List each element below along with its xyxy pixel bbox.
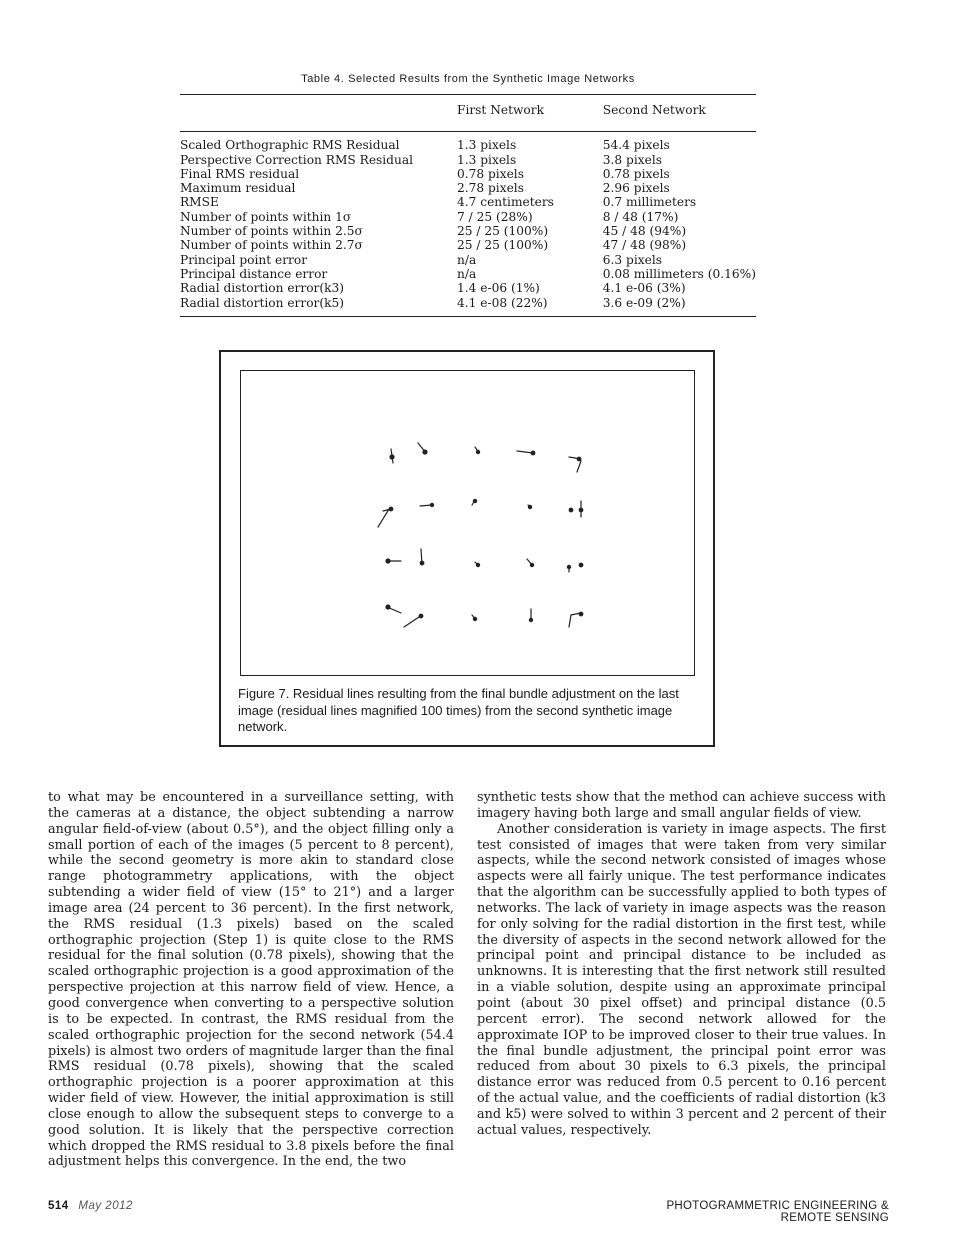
table-cell: 0.78 pixels (602, 166, 670, 181)
table-cell: Scaled Orthographic RMS Residual (180, 138, 400, 153)
table-row (180, 296, 756, 317)
journal-name: PHOTOGRAMMETRIC ENGINEERING & REMOTE SENSING (666, 1200, 889, 1224)
body-paragraph: to what may be encountered in a surveillance setting, with the cameras at a distance, the object subtending a narrow angular field-of-view (about 0.5°), and the object filling only a small portion of each of the images (5 percent to 8 percent), while the second geometry is more akin to standard close range photogrammetry applications, with the object subtending a wider field of view (15° to 21°) and a larger image area (24 percent to 36 percent). In the first network, the RMS residual (1.3 pixels) based on the scaled orthographic projection (Step 1) is quite close to the RMS residual for the final solution (0.78 pixels), showing that the scaled orthographic projection is a good approximation of the perspective projection at this narrow field of view. Hence, a good convergence when converting to a perspective solution is to be expected. In contrast, the RMS residual from the scaled orthographic projection for the second network (54.4 pixels) is almost two orders of magnitude larger than the final RMS residual (0.78 pixels), showing that the scaled orthographic projection is a poorer approximation at this wider field of view. However, the initial approximation is still close enough to allow the subsequent steps to converge to a good solution. It is likely that the perspective correction which dropped the RMS residual to 3.8 pixels before the final adjustment helps this convergence. In the end, the two (48, 790, 454, 1170)
table-row (180, 224, 756, 238)
column-header (180, 95, 457, 132)
table-cell: Final RMS residual (180, 166, 300, 181)
page-number: 514 (48, 1200, 69, 1212)
table-row (180, 167, 756, 181)
body-column-right (477, 790, 886, 1139)
table-cell: 1.4 e-06 (1%) (457, 281, 540, 296)
residual-lines-graphic (241, 371, 694, 675)
table-cell: Maximum residual (180, 181, 296, 196)
table-cell: Perspective Correction RMS Residual (180, 152, 413, 167)
table-cell: Number of points within 1σ (180, 209, 352, 224)
table-cell: 0.08 millimeters (0.16%) (602, 266, 756, 281)
table-cell: 25 / 25 (100%) (457, 224, 549, 239)
table-cell: 2.96 pixels (602, 181, 670, 196)
page-footer-left (48, 1200, 133, 1212)
residual-plot (240, 370, 695, 676)
issue-date: May 2012 (78, 1200, 133, 1212)
table-cell: 1.3 pixels (457, 138, 517, 153)
table-cell: n/a (457, 252, 477, 267)
table-cell: 45 / 48 (94%) (602, 224, 687, 239)
table-cell: RMSE (180, 195, 219, 210)
body-column-left (48, 790, 454, 1170)
table-cell: 6.3 pixels (602, 252, 662, 267)
table-cell: 25 / 25 (100%) (457, 238, 549, 253)
table-cell: 1.3 pixels (457, 152, 517, 167)
table-row (180, 181, 756, 195)
table-cell: 3.8 pixels (602, 152, 662, 167)
table-row (180, 132, 756, 153)
column-header: First Network (457, 95, 603, 132)
table-row (180, 281, 756, 295)
table-row (180, 267, 756, 281)
table-cell: 47 / 48 (98%) (602, 238, 687, 253)
table-row (180, 253, 756, 267)
table-cell: 2.78 pixels (457, 181, 524, 196)
table-header-row (180, 95, 756, 132)
table-cell: 0.7 millimeters (602, 195, 697, 210)
table-cell: Radial distortion error(k5) (180, 296, 457, 317)
table-cell: 4.7 centimeters (457, 195, 554, 210)
body-paragraph: synthetic tests show that the method can achieve success with imagery having both large and small angular fields of view. (477, 790, 886, 821)
table-cell: 4.1 e-06 (3%) (602, 281, 686, 296)
column-header: Second Network (603, 95, 756, 132)
table-cell: Principal distance error (180, 266, 328, 281)
table-cell: Radial distortion error(k3) (180, 281, 345, 296)
table-row (180, 210, 756, 224)
table-cell: Number of points within 2.7σ (180, 238, 363, 253)
results-table (180, 94, 756, 317)
table-cell: 8 / 48 (17%) (602, 209, 679, 224)
figure-caption: Figure 7. Residual lines resulting from the final bundle adjustment on the last image (residual lines magnified 100 times) from the second synthetic image network. (238, 686, 679, 734)
table-cell: Number of points within 2.5σ (180, 224, 363, 239)
table-row (180, 195, 756, 209)
table-cell: 0.78 pixels (457, 166, 524, 181)
table-row (180, 153, 756, 167)
table-cell: 7 / 25 (28%) (457, 209, 533, 224)
figure-7 (219, 350, 715, 747)
table-cell: n/a (457, 266, 477, 281)
table-row (180, 238, 756, 252)
table-caption: Table 4. Selected Results from the Synthetic Image Networks (301, 73, 635, 85)
body-paragraph: Another consideration is variety in image aspects. The first test consisted of images that were taken from very similar aspects, while the second network consisted of images whose aspects were all fairly unique. The test performance indicates that the algorithm can be successfully applied to both types of networks. The lack of variety in image aspects was the reason for only solving for the radial distortion in the first test, while the diversity of aspects in the second network allowed for the principal point and principal distance to be included as unknowns. It is interesting that the first network still resulted in a viable solution, despite using an approximate principal point (about 30 pixel offset) and principal distance (0.5 percent error). The second network allowed for the approximate IOP to be improved closer to their true values. In the final bundle adjustment, the principal point error was reduced from about 30 pixels to 6.3 pixels, the principal distance error was reduced from 0.5 percent to 0.16 percent of the actual value, and the coefficients of radial distortion (k3 and k5) were solved to within 3 percent and 2 percent of their actual values, respectively. (477, 821, 886, 1138)
table-cell: Principal point error (180, 252, 308, 267)
table-cell: 3.6 e-09 (2%) (603, 296, 756, 317)
table-cell: 54.4 pixels (602, 138, 670, 153)
table-cell: 4.1 e-08 (22%) (457, 296, 603, 317)
